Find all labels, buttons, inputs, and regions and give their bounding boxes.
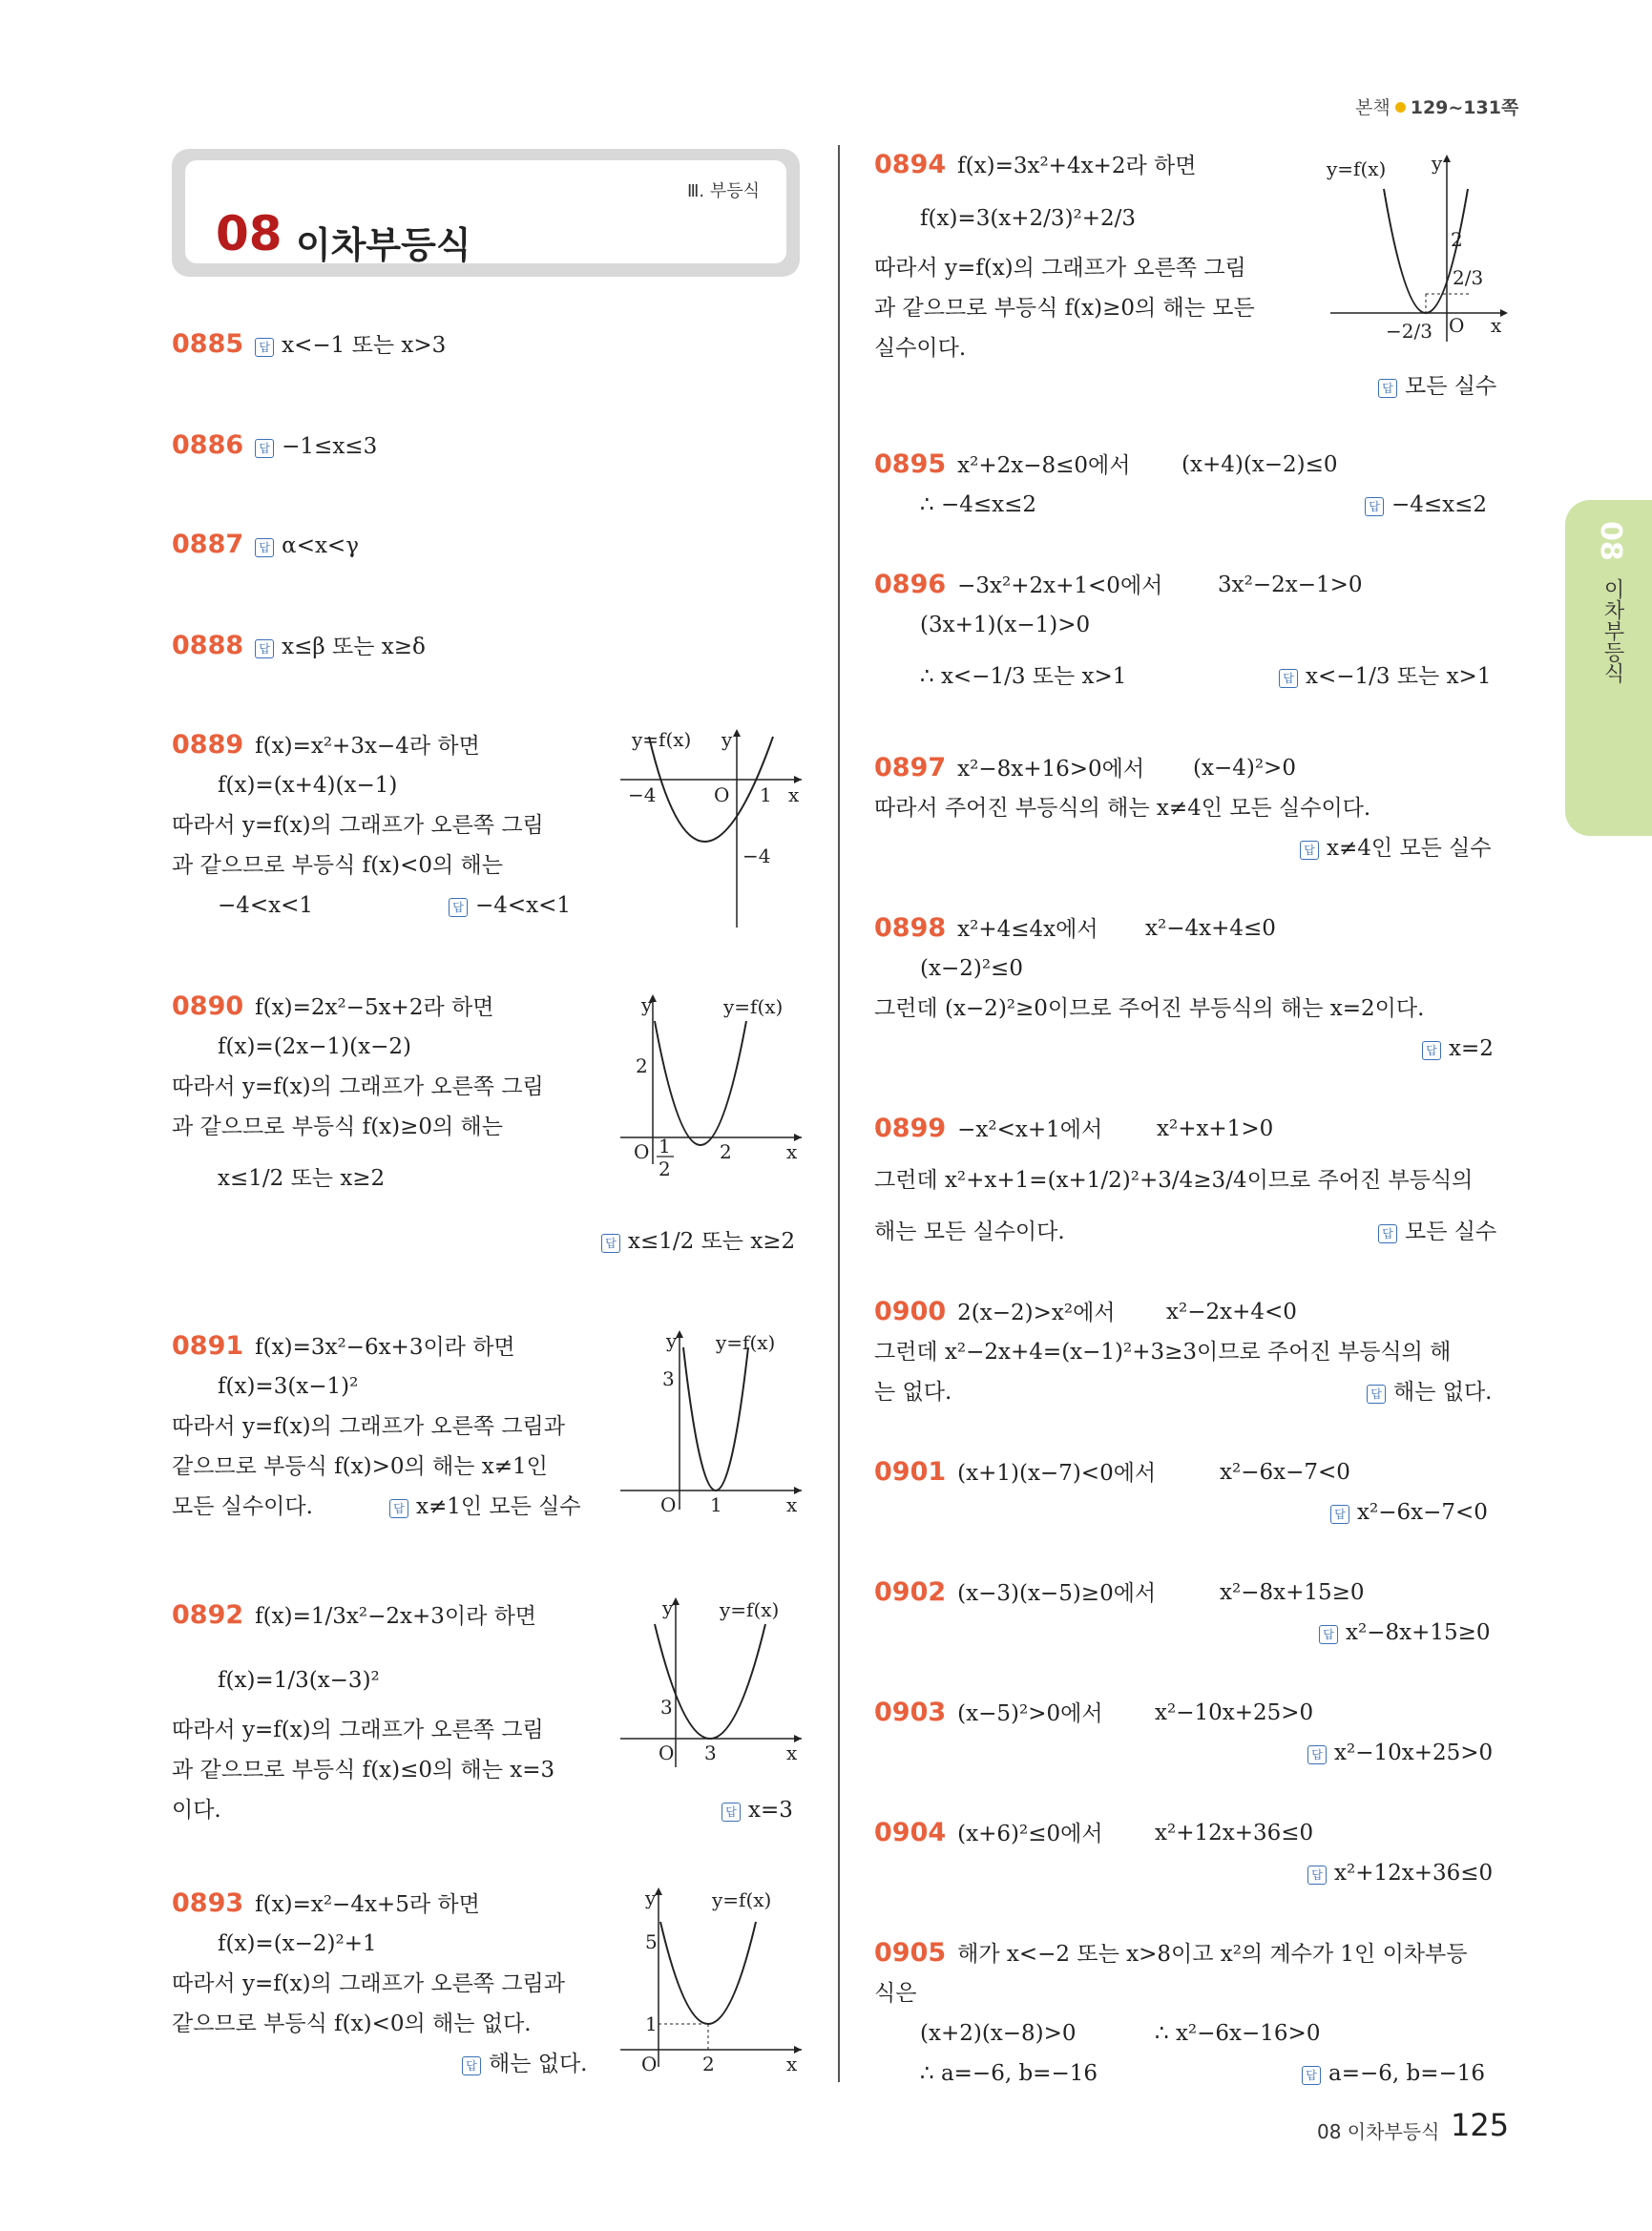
svg-text:1: 1 bbox=[659, 1135, 671, 1157]
svg-text:1: 1 bbox=[645, 2012, 658, 2035]
problem-number: 0888 bbox=[172, 631, 244, 660]
svg-text:y: y bbox=[645, 1887, 657, 1909]
svg-text:2: 2 bbox=[636, 1054, 648, 1077]
graph-0894 bbox=[1327, 151, 1508, 361]
problem-number: 0886 bbox=[172, 430, 244, 460]
problem-number: 0893 bbox=[172, 1888, 244, 1918]
answer-icon: 답 bbox=[1300, 841, 1319, 860]
svg-text:x: x bbox=[788, 783, 800, 806]
problem-0885 bbox=[172, 330, 446, 360]
answer: x≠1인 모든 실수 bbox=[416, 1494, 581, 1519]
answer: a=−6, b=−16 bbox=[1328, 2061, 1486, 2086]
answer: −1≤x≤3 bbox=[282, 434, 378, 459]
svg-text:O: O bbox=[714, 783, 730, 806]
answer-icon: 답 bbox=[1307, 1745, 1327, 1764]
svg-text:3: 3 bbox=[662, 1367, 675, 1390]
svg-text:O: O bbox=[634, 1140, 650, 1163]
graph-0890 bbox=[620, 992, 802, 1183]
problem-number: 0891 bbox=[172, 1331, 244, 1361]
answer-icon: 답 bbox=[1330, 1505, 1349, 1524]
problem-number: 0895 bbox=[874, 449, 947, 479]
problem-number: 0899 bbox=[874, 1114, 947, 1143]
page-reference: 본책 129~131쪽 bbox=[1355, 97, 1519, 118]
answer: 해는 없다. bbox=[1393, 1380, 1493, 1405]
svg-text:x: x bbox=[786, 1140, 798, 1163]
page-number: 125 bbox=[1451, 2107, 1510, 2143]
svg-text:y=f(x): y=f(x) bbox=[716, 1331, 776, 1354]
problem-number: 0896 bbox=[874, 570, 947, 599]
problem-number: 0890 bbox=[172, 991, 244, 1021]
svg-text:3: 3 bbox=[660, 1696, 673, 1719]
svg-text:2/3: 2/3 bbox=[1453, 266, 1484, 289]
problem-number: 0903 bbox=[874, 1698, 947, 1727]
answer-icon: 답 bbox=[1378, 1224, 1397, 1243]
answer-icon: 답 bbox=[601, 1234, 620, 1253]
answer-icon: 답 bbox=[1307, 1866, 1327, 1885]
answer: x²−6x−7<0 bbox=[1357, 1500, 1488, 1525]
svg-text:2: 2 bbox=[1451, 228, 1463, 251]
problem-number: 0901 bbox=[874, 1457, 947, 1487]
answer: 모든 실수 bbox=[1405, 374, 1497, 399]
answer-icon: 답 bbox=[255, 639, 274, 658]
svg-text:2: 2 bbox=[659, 1157, 671, 1180]
side-tab-title: 이차부등식 bbox=[1600, 578, 1624, 683]
svg-text:O: O bbox=[659, 1741, 675, 1764]
answer-icon: 답 bbox=[721, 1803, 741, 1822]
svg-text:y=f(x): y=f(x) bbox=[723, 995, 784, 1018]
svg-text:5: 5 bbox=[645, 1930, 658, 1953]
svg-text:x: x bbox=[786, 1493, 798, 1516]
column-divider bbox=[838, 145, 840, 2082]
answer: 해는 없다. bbox=[489, 2052, 588, 2076]
svg-text:3: 3 bbox=[704, 1741, 717, 1764]
svg-text:y: y bbox=[1432, 152, 1443, 175]
problem-0887 bbox=[172, 531, 359, 560]
problem-number: 0900 bbox=[874, 1297, 947, 1326]
side-tab[interactable] bbox=[1565, 500, 1652, 836]
answer: x=3 bbox=[748, 1798, 793, 1823]
svg-text:1: 1 bbox=[760, 783, 772, 806]
answer: x<−1/3 또는 x>1 bbox=[1306, 664, 1492, 689]
answer: α<x<γ bbox=[282, 533, 359, 558]
answer: x²−8x+15≥0 bbox=[1346, 1620, 1491, 1645]
svg-text:O: O bbox=[641, 2053, 658, 2075]
chapter-number: 08 bbox=[216, 206, 282, 261]
answer-icon: 답 bbox=[1365, 497, 1384, 516]
problem-number: 0894 bbox=[874, 150, 947, 179]
answer-icon: 답 bbox=[1367, 1385, 1386, 1404]
graph-0893 bbox=[620, 1886, 802, 2076]
svg-text:2: 2 bbox=[702, 2053, 715, 2075]
svg-text:x: x bbox=[786, 2053, 798, 2075]
answer-icon: 답 bbox=[255, 538, 274, 557]
problem-number: 0897 bbox=[874, 753, 947, 782]
answer-icon: 답 bbox=[255, 338, 274, 357]
problem-0888 bbox=[172, 632, 426, 661]
answer: x≤β 또는 x≥δ bbox=[282, 635, 426, 659]
graph-0889 bbox=[620, 727, 802, 928]
problem-number: 0885 bbox=[172, 329, 244, 359]
graph-0891 bbox=[620, 1328, 802, 1519]
answer-icon: 답 bbox=[389, 1499, 408, 1518]
answer-icon: 답 bbox=[1302, 2066, 1321, 2085]
svg-text:−2/3: −2/3 bbox=[1386, 320, 1432, 343]
problem-number: 0905 bbox=[874, 1938, 947, 1968]
problem-number: 0898 bbox=[874, 913, 947, 943]
answer-icon: 답 bbox=[1422, 1041, 1441, 1060]
answer: −4<x<1 bbox=[475, 893, 572, 918]
footer-chapter: 08 이차부등식 bbox=[1317, 2120, 1440, 2143]
svg-text:x: x bbox=[1491, 314, 1502, 337]
graph-0892 bbox=[620, 1595, 802, 1773]
answer-icon: 답 bbox=[1279, 669, 1298, 688]
svg-text:2: 2 bbox=[720, 1140, 732, 1163]
svg-text:y=f(x): y=f(x) bbox=[1327, 157, 1387, 180]
answer-icon: 답 bbox=[1378, 379, 1397, 398]
svg-text:y=f(x): y=f(x) bbox=[720, 1598, 780, 1621]
problem-number: 0889 bbox=[172, 730, 244, 760]
answer: x<−1 또는 x>3 bbox=[282, 333, 447, 358]
answer: x≠4인 모든 실수 bbox=[1327, 836, 1492, 861]
side-tab-number: 08 bbox=[1594, 521, 1627, 561]
answer-icon: 답 bbox=[255, 439, 274, 458]
answer: x²+12x+36≤0 bbox=[1334, 1861, 1494, 1886]
bullet-icon bbox=[1395, 102, 1406, 113]
svg-text:−4: −4 bbox=[628, 783, 657, 806]
svg-text:y: y bbox=[662, 1596, 674, 1619]
chapter-header bbox=[172, 149, 800, 277]
answer-icon: 답 bbox=[1319, 1625, 1338, 1644]
svg-text:O: O bbox=[1449, 314, 1465, 337]
svg-text:1: 1 bbox=[710, 1493, 722, 1516]
svg-text:y: y bbox=[666, 1329, 678, 1352]
svg-text:y=f(x): y=f(x) bbox=[712, 1888, 772, 1911]
problem-number: 0887 bbox=[172, 530, 244, 559]
chapter-title: 이차부등식 bbox=[296, 224, 471, 266]
problem-number: 0902 bbox=[874, 1577, 947, 1607]
answer-icon: 답 bbox=[462, 2056, 481, 2075]
problem-number: 0892 bbox=[172, 1600, 244, 1630]
problem-0886 bbox=[172, 431, 377, 461]
answer-icon: 답 bbox=[449, 898, 468, 917]
svg-text:y: y bbox=[721, 728, 733, 751]
answer: x≤1/2 또는 x≥2 bbox=[628, 1229, 796, 1254]
answer: x=2 bbox=[1449, 1036, 1494, 1061]
svg-text:x: x bbox=[786, 1741, 798, 1764]
chapter-part: Ⅲ. 부등식 bbox=[686, 181, 760, 201]
answer: −4≤x≤2 bbox=[1391, 492, 1488, 517]
problem-number: 0904 bbox=[874, 1818, 947, 1847]
svg-text:y: y bbox=[641, 993, 653, 1016]
answer: x²−10x+25>0 bbox=[1334, 1741, 1494, 1765]
svg-text:y=f(x): y=f(x) bbox=[632, 728, 692, 751]
svg-text:O: O bbox=[660, 1493, 677, 1516]
svg-text:−4: −4 bbox=[742, 844, 771, 867]
answer: 모든 실수 bbox=[1405, 1220, 1497, 1244]
